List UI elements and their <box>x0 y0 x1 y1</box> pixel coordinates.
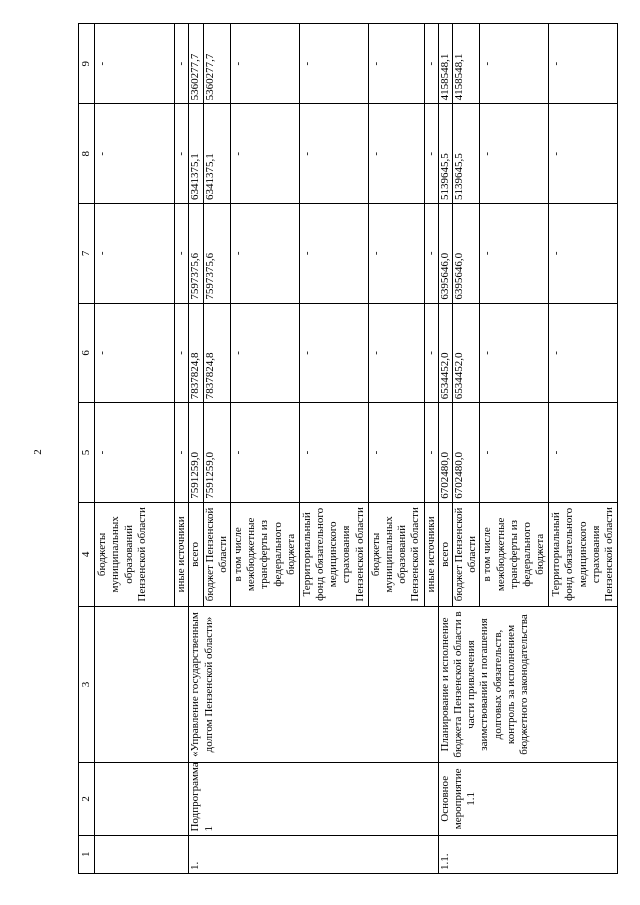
cell-value: 5139645,5 <box>438 104 452 204</box>
col-header: 3 <box>79 606 95 762</box>
cell-value: - <box>368 204 424 304</box>
cell-source: Территориальный фонд обязательного медицинского страхования Пензенской области <box>299 502 368 606</box>
cell-source: всего <box>189 502 203 606</box>
cell-value: - <box>95 204 175 304</box>
cell-value: - <box>299 303 368 403</box>
cell-value: - <box>95 303 175 403</box>
cell-source: бюджеты муниципальных образований Пензенской области <box>368 502 424 606</box>
cell-value: - <box>424 204 438 304</box>
table-row <box>95 24 175 874</box>
cell-value: 7837824,8 <box>203 303 230 403</box>
cell-value: - <box>424 24 438 104</box>
cell-value: - <box>175 204 189 304</box>
cell-source: бюджет Пензенской области <box>452 502 479 606</box>
header-row <box>79 24 95 874</box>
cell-number <box>95 835 189 873</box>
table-row <box>189 24 203 874</box>
cell-value: - <box>549 403 618 503</box>
cell-value: - <box>95 403 175 503</box>
cell-value: - <box>230 104 299 204</box>
cell-source: бюджеты муниципальных образований Пензенской области <box>95 502 175 606</box>
cell-value: 4158548,1 <box>452 24 479 104</box>
cell-value: - <box>480 24 549 104</box>
col-header: 5 <box>79 403 95 503</box>
col-header: 9 <box>79 24 95 104</box>
col-header: 4 <box>79 502 95 606</box>
cell-value: - <box>549 104 618 204</box>
cell-source: иные источники <box>424 502 438 606</box>
cell-number: 1. <box>189 835 438 873</box>
table-row <box>438 24 452 874</box>
col-header: 6 <box>79 303 95 403</box>
cell-value: - <box>299 204 368 304</box>
cell-value: 7591259,0 <box>189 403 203 503</box>
cell-value: - <box>368 104 424 204</box>
cell-value: 6534452,0 <box>452 303 479 403</box>
cell-value: - <box>480 204 549 304</box>
cell-value: 5360277,7 <box>189 24 203 104</box>
cell-description: «Управление государственным долгом Пензенской области» <box>189 606 438 762</box>
cell-description <box>95 606 189 762</box>
cell-value: 4158548,1 <box>438 24 452 104</box>
cell-value: 6534452,0 <box>438 303 452 403</box>
budget-table <box>78 23 618 874</box>
cell-value: - <box>175 403 189 503</box>
cell-value: - <box>230 303 299 403</box>
cell-value: - <box>175 24 189 104</box>
cell-value: 6395646,0 <box>438 204 452 304</box>
page-number: 2 <box>32 449 44 455</box>
col-header: 7 <box>79 204 95 304</box>
col-header: 1 <box>79 835 95 873</box>
cell-value: - <box>230 403 299 503</box>
cell-value: - <box>424 303 438 403</box>
cell-value: - <box>549 204 618 304</box>
cell-value: - <box>424 104 438 204</box>
cell-value: 7597375,6 <box>203 204 230 304</box>
cell-value: - <box>480 104 549 204</box>
cell-source: в том числе межбюджетные трансферты из федерального бюджета <box>480 502 549 606</box>
cell-description: Планирование и исполнение бюджета Пензенской области в части привлечения заимствований и погашения долговых обязательств, контроль за исполнением бюджетного законодательства <box>438 606 617 762</box>
cell-value: - <box>368 24 424 104</box>
cell-value: - <box>368 303 424 403</box>
cell-value: - <box>230 24 299 104</box>
cell-value: 5139645,5 <box>452 104 479 204</box>
cell-name <box>95 763 189 835</box>
cell-value: 6395646,0 <box>452 204 479 304</box>
cell-value: 6702480,0 <box>438 403 452 503</box>
cell-value: 6702480,0 <box>452 403 479 503</box>
col-header: 2 <box>79 763 95 835</box>
cell-value: - <box>299 104 368 204</box>
cell-value: - <box>549 24 618 104</box>
cell-value: 7837824,8 <box>189 303 203 403</box>
cell-value: - <box>299 403 368 503</box>
cell-value: - <box>480 403 549 503</box>
cell-source: бюджет Пензенской области <box>203 502 230 606</box>
cell-value: - <box>549 303 618 403</box>
cell-source: Территориальный фонд обязательного медицинского страхования Пензенской области <box>549 502 618 606</box>
cell-source: всего <box>438 502 452 606</box>
cell-name: Подпрограмма 1 <box>189 763 438 835</box>
cell-source: в том числе межбюджетные трансферты из федерального бюджета <box>230 502 299 606</box>
cell-source: иные источники <box>175 502 189 606</box>
cell-value: 5360277,7 <box>203 24 230 104</box>
cell-value: - <box>95 24 175 104</box>
cell-value: - <box>95 104 175 204</box>
cell-number: 1.1. <box>438 835 617 873</box>
cell-value: - <box>480 303 549 403</box>
cell-value: - <box>175 104 189 204</box>
cell-value: 6341375,1 <box>203 104 230 204</box>
cell-value: - <box>424 403 438 503</box>
cell-name: Основное мероприятие 1.1 <box>438 763 617 835</box>
cell-value: 7597375,6 <box>189 204 203 304</box>
cell-value: - <box>368 403 424 503</box>
cell-value: - <box>299 24 368 104</box>
cell-value: - <box>175 303 189 403</box>
cell-value: - <box>230 204 299 304</box>
col-header: 8 <box>79 104 95 204</box>
cell-value: 7591259,0 <box>203 403 230 503</box>
cell-value: 6341375,1 <box>189 104 203 204</box>
rotated-table-container <box>78 23 615 874</box>
